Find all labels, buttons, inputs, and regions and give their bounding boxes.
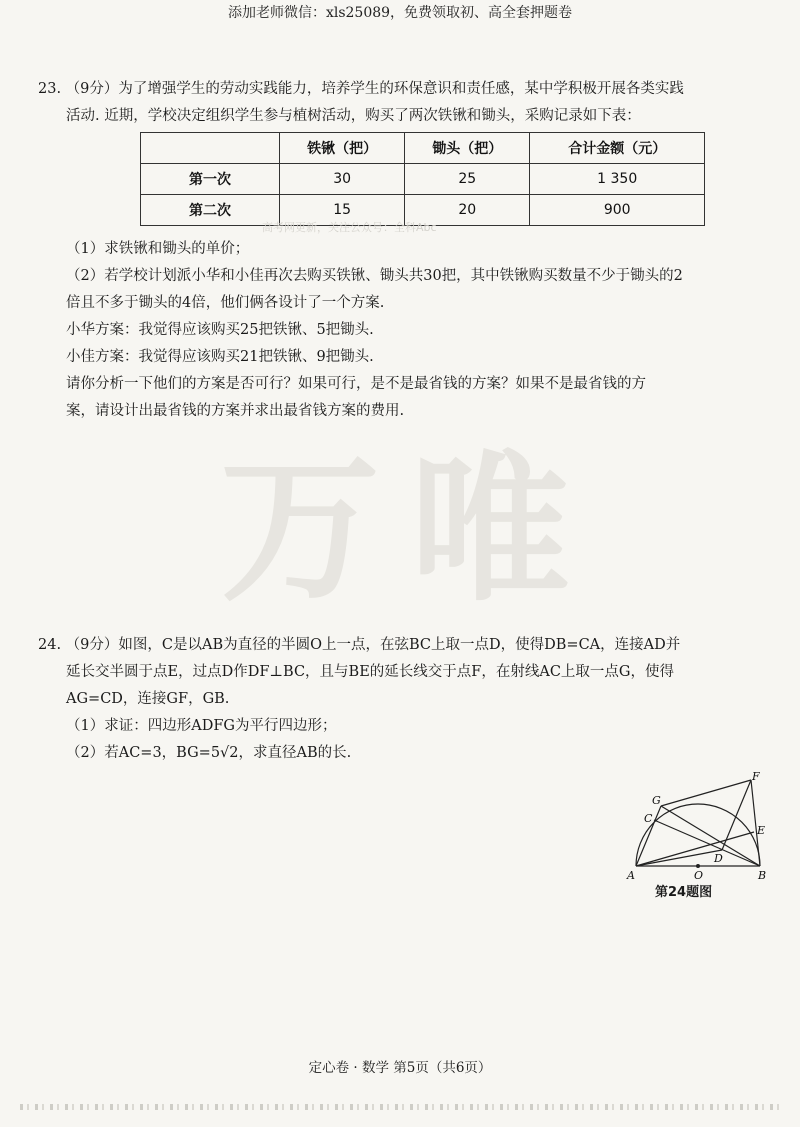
table-row (141, 164, 705, 195)
purchase-record-table (140, 132, 705, 226)
question-23-intro (38, 76, 768, 130)
q24-part2: （2）若AC=3，BG=5√2，求直径AB的长. (66, 745, 352, 761)
page-footer: 定心卷 · 数学 第5页（共6页） (308, 1060, 492, 1076)
table-cell: 第一次 (141, 164, 280, 195)
table-header-cell: 合计金额（元） (530, 133, 705, 164)
segment-ae (636, 832, 754, 866)
page-header: 添加老师微信：xls25089，免费领取初、高全套押题卷 (227, 5, 573, 21)
table-header-cell: 锄头（把） (405, 133, 530, 164)
q24-line1: 24. （9分）如图，C是以AB为直径的半圆O上一点，在弦BC上取一点D，使得DB=CA，连接AD并 (38, 637, 681, 653)
label-c: C (644, 812, 653, 825)
table-header-cell (141, 133, 280, 164)
label-b: B (758, 869, 767, 882)
q24-line2: 延长交半圆于点E，过点D作DF⊥BC，且与BE的延长线交于点F，在射线AC上取一点G，使得 (66, 664, 674, 680)
table-header-row (141, 133, 705, 164)
segment-gb (661, 806, 760, 866)
question-24 (38, 632, 768, 767)
label-f: F (752, 770, 760, 783)
table-header-cell: 铁锹（把） (280, 133, 405, 164)
q23-line2: 活动. 近期，学校决定组织学生参与植树活动，购买了两次铁锹和锄头，采购记录如下表： (66, 108, 641, 124)
q23-part2b: 倍且不多于锄头的4倍，他们俩各设计了一个方案. (66, 295, 385, 311)
q23-part1: （1）求铁锹和锄头的单价； (66, 241, 250, 257)
question-23-parts (38, 236, 768, 425)
table-cell: 20 (405, 195, 530, 226)
label-d: D (714, 852, 723, 865)
label-g: G (652, 794, 661, 807)
segment-ad (636, 850, 722, 866)
table-cell: 25 (405, 164, 530, 195)
q23-line1: 23. （9分）为了增强学生的劳动实践能力，培养学生的环保意识和责任感，某中学积极开展各类实践 (38, 81, 684, 97)
background-watermark: 万唯 (219, 436, 600, 623)
q24-part1: （1）求证：四边形ADFG为平行四边形； (66, 718, 337, 734)
table-cell: 第二次 (141, 195, 280, 226)
q23-plan-xiaojia: 小佳方案：我觉得应该购买21把铁锹、9把锄头. (66, 349, 374, 365)
table-cell: 900 (530, 195, 705, 226)
faint-watermark-text: 高考网更新，关注公众号：全科Abc (262, 221, 437, 234)
label-e: E (757, 824, 766, 837)
table-cell: 1 350 (530, 164, 705, 195)
q23-part2a: （2）若学校计划派小华和小佳再次去购买铁锹、锄头共30把，其中铁锹购买数量不少于锄头的2 (66, 268, 683, 284)
label-o: O (694, 869, 704, 882)
scan-noise-strip (20, 1104, 780, 1110)
segment-gf (661, 780, 751, 806)
label-a: A (627, 869, 635, 882)
segment-df (722, 780, 751, 850)
figure-caption: 第24题图 (655, 885, 713, 900)
segment-fb (751, 780, 760, 866)
table-cell: 15 (280, 195, 405, 226)
q23-ask-line1: 请你分析一下他们的方案是否可行？如果可行，是不是最省钱的方案？如果不是最省钱的方 (66, 376, 646, 392)
q23-ask-line2: 案，请设计出最省钱的方案并求出最省钱方案的费用. (66, 403, 405, 419)
table-cell: 30 (280, 164, 405, 195)
q24-line3: AG=CD，连接GF，GB. (66, 691, 230, 707)
q23-plan-xiaohua: 小华方案：我觉得应该购买25把铁锹、5把锄头. (66, 322, 374, 338)
center-point-o (696, 864, 700, 868)
